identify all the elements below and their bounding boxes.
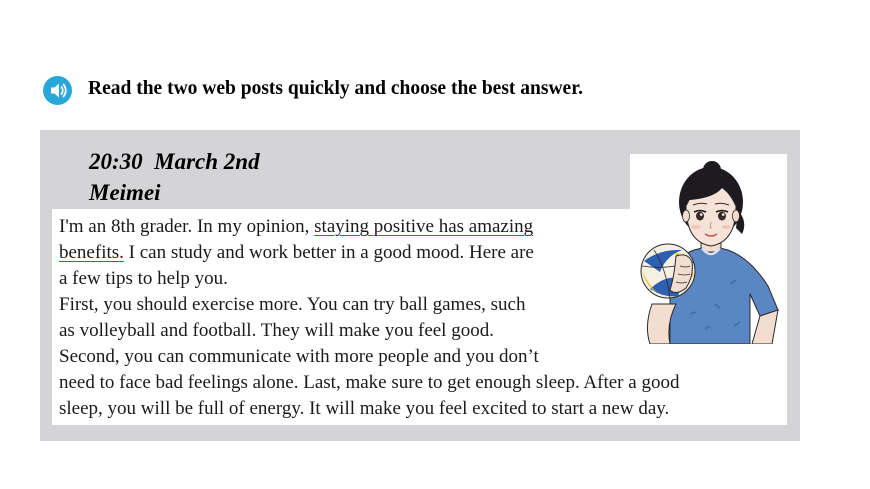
audio-play-button[interactable]: [43, 76, 72, 105]
post-line-7: need to face bad feelings alone. Last, make sure to get enough sleep. After a good: [59, 372, 680, 393]
web-post-panel: [40, 130, 800, 441]
speaker-icon: [43, 76, 72, 105]
highlighted-phrase: staying positive has amazing: [314, 216, 534, 237]
post-header: [89, 146, 260, 208]
post-line-6: Second, you can communicate with more people and you don’t: [59, 346, 539, 367]
post-line-5: as volleyball and football. They will make you feel good.: [59, 320, 494, 341]
post-line-1: I'm an 8th grader. In my opinion, staying positive has amazing: [59, 216, 534, 237]
post-line-4: First, you should exercise more. You can try ball games, such: [59, 294, 526, 315]
instruction-text: Read the two web posts quickly and choose the best answer.: [88, 78, 583, 99]
post-timestamp: 20:30 March 2nd: [89, 149, 260, 174]
post-line-3: a few tips to help you.: [59, 268, 228, 289]
post-author: Meimei: [89, 180, 161, 205]
highlighted-phrase: benefits.: [59, 242, 124, 263]
post-body: [52, 209, 787, 425]
post-text: [59, 214, 784, 422]
post-line-8: sleep, you will be full of energy. It will make you feel excited to start a new day.: [59, 398, 670, 419]
post-line-2: benefits. I can study and work better in a good mood. Here are: [59, 242, 534, 263]
